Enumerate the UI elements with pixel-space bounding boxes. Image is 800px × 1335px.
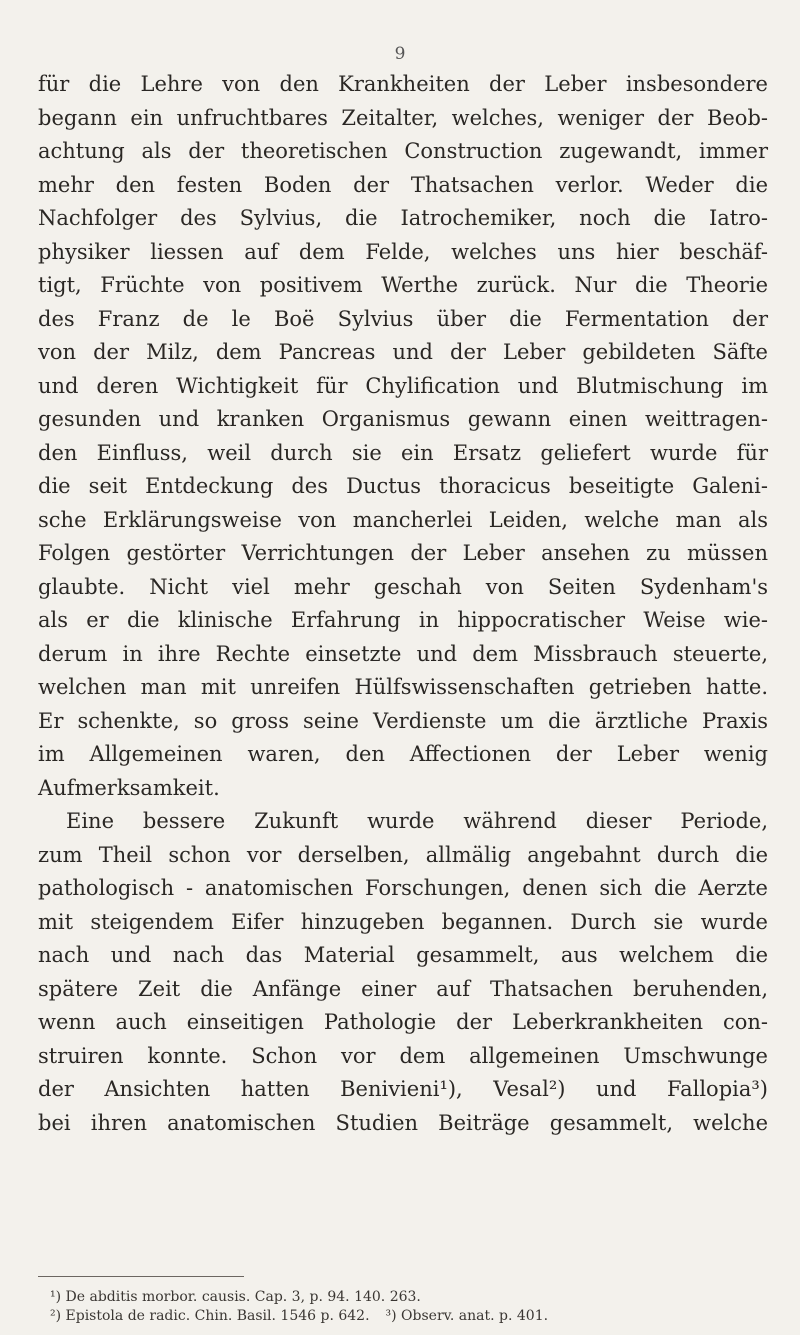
text-line: die seit Entdeckung des Ductus thoracicus beseitigte Galeni- — [38, 474, 768, 498]
text-line: der Ansichten hatten Benivieni¹), Vesal²) und Fallopia³) — [38, 1077, 768, 1101]
text-line: Nachfolger des Sylvius, die Iatrochemiker, noch die Iatro- — [38, 206, 768, 230]
footnotes — [50, 1288, 770, 1326]
text-line: begann ein unfruchtbares Zeitalter, welches, weniger der Beob- — [38, 105, 768, 130]
text-line: Aufmerksamkeit. — [38, 775, 220, 800]
text-line: wenn auch einseitigen Pathologie der Leberkrankheiten con- — [38, 1010, 768, 1034]
text-line: zum Theil schon vor derselben, allmälig angebahnt durch die — [38, 842, 768, 867]
text-line: Er schenkte, so gross seine Verdienste um die ärztliche Praxis — [38, 708, 768, 733]
text-line: nach und nach das Material gesammelt, aus welchem die — [38, 943, 768, 967]
footnote-2: ²) Epistola de radic. Chin. Basil. 1546 p. 642. — [50, 1308, 370, 1324]
text-line: welchen man mit unreifen Hülfswissenschaften getrieben hatte. — [38, 675, 768, 699]
text-line: physiker liessen auf dem Felde, welches uns hier beschäf- — [38, 239, 768, 264]
text-line: mit steigendem Eifer hinzugeben begannen. Durch sie wurde — [38, 909, 768, 934]
text-line: sche Erklärungsweise von mancherlei Leiden, welche man als — [38, 507, 768, 532]
footnote-divider — [38, 1276, 244, 1277]
text-line: den Einfluss, weil durch sie ein Ersatz geliefert wurde für — [38, 440, 768, 465]
text-line: mehr den festen Boden der Thatsachen verlor. Weder die — [38, 172, 768, 197]
text-line: als er die klinische Erfahrung in hippocratischer Weise wie- — [38, 608, 768, 632]
text-line: achtung als der theoretischen Construction zugewandt, immer — [38, 139, 768, 163]
text-line: des Franz de le Boë Sylvius über die Fermentation der — [38, 306, 768, 331]
text-line: und deren Wichtigkeit für Chylification und Blutmischung im — [38, 373, 768, 398]
page-number: 9 — [394, 44, 406, 64]
footnote-1: ¹) De abditis morbor. causis. Cap. 3, p. 94. 140. 263. — [50, 1289, 421, 1305]
text-line: derum in ihre Rechte einsetzte und dem Missbrauch steuerte, — [38, 641, 768, 666]
text-line: gesunden und kranken Organismus gewann einen weittragen- — [38, 407, 768, 431]
text-line: struiren konnte. Schon vor dem allgemeinen Umschwunge — [38, 1043, 768, 1068]
text-line: spätere Zeit die Anfänge einer auf Thatsachen beruhenden, — [38, 976, 768, 1001]
text-line: Eine bessere Zukunft wurde während dieser Periode, — [66, 809, 768, 833]
text-line: bei ihren anatomischen Studien Beiträge gesammelt, welche — [38, 1110, 768, 1135]
text-line: Folgen gestörter Verrichtungen der Leber ansehen zu müssen — [38, 541, 768, 565]
text-line: glaubte. Nicht viel mehr geschah von Seiten Sydenham's — [38, 574, 768, 599]
text-line: tigt, Früchte von positivem Werthe zurück. Nur die Theorie — [38, 273, 768, 297]
text-line: im Allgemeinen waren, den Affectionen der Leber wenig — [38, 742, 768, 766]
footnote-row — [50, 1307, 770, 1326]
body-text — [38, 68, 768, 1140]
text-line: für die Lehre von den Krankheiten der Leber insbesondere — [38, 72, 768, 96]
text-line: von der Milz, dem Pancreas und der Leber gebildeten Säfte — [38, 340, 768, 364]
text-line: pathologisch - anatomischen Forschungen, denen sich die Aerzte — [38, 876, 768, 900]
footnote-3: ³) Observ. anat. p. 401. — [385, 1308, 549, 1324]
